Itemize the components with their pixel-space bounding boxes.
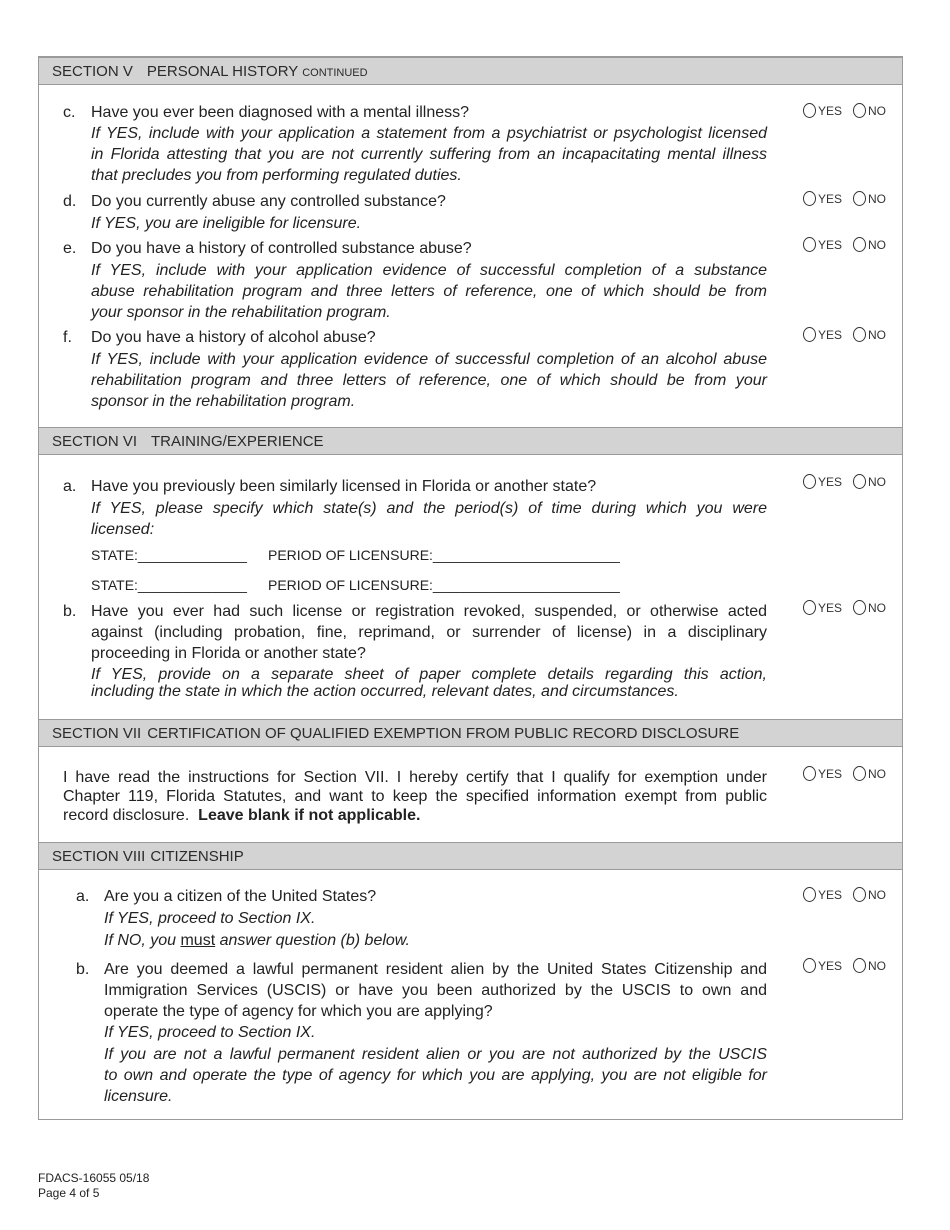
application-form-page	[38, 56, 903, 1120]
question-letter: f.	[63, 329, 72, 346]
question-e-note-1: If YES, include with your application evidence of successful completion of a substance	[91, 262, 767, 279]
no-radio[interactable]	[853, 191, 866, 206]
yes-radio[interactable]	[803, 191, 816, 206]
yes-radio[interactable]	[803, 103, 816, 118]
section-v-header	[39, 57, 902, 85]
no-radio[interactable]	[853, 887, 866, 902]
question-f-note-1: If YES, include with your application evidence of successful completion of an alcohol abuse	[91, 351, 767, 368]
question-6a-note-1: If YES, please specify which state(s) and the period(s) of time during which you were	[91, 500, 767, 517]
no-radio[interactable]	[853, 474, 866, 489]
state-field-1[interactable]: STATE:______________	[91, 547, 247, 563]
question-8b-options	[803, 957, 886, 975]
section-vii-options	[803, 765, 886, 783]
question-8b-note-4: licensure.	[104, 1088, 173, 1105]
yes-radio[interactable]	[803, 327, 816, 342]
question-6b-text-1: Have you ever had such license or registration revoked, suspended, or otherwise acted	[91, 603, 767, 620]
no-radio[interactable]	[853, 327, 866, 342]
question-c-note-3: that precludes you from performing regulated duties.	[91, 167, 462, 184]
no-label: NO	[868, 238, 887, 252]
section-vii-text-3-plain: record disclosure.	[63, 807, 190, 824]
section-v-label: SECTION V	[52, 63, 133, 80]
no-label: NO	[868, 192, 887, 206]
section-viii-label: SECTION VIII	[52, 848, 146, 865]
yes-label: YES	[818, 328, 843, 342]
question-letter: b.	[63, 603, 77, 620]
question-e-note-2: abuse rehabilitation program and three letters of reference, one of which should be from	[91, 283, 767, 300]
question-8b-text-3: operate the type of agency for which you are applying?	[104, 1003, 493, 1020]
question-8a-note-1: If YES, proceed to Section IX.	[104, 910, 316, 927]
question-6b-text-3: proceeding in Florida or another state?	[91, 645, 366, 662]
yes-label: YES	[818, 959, 843, 973]
yes-label: YES	[818, 767, 843, 781]
question-d-note-1: If YES, you are ineligible for licensure.	[91, 215, 362, 232]
no-label: NO	[868, 767, 887, 781]
section-vi-label: SECTION VI	[52, 433, 138, 450]
question-letter: e.	[63, 240, 77, 257]
no-radio[interactable]	[853, 237, 866, 252]
question-c-options	[803, 102, 886, 120]
no-label: NO	[868, 959, 887, 973]
footer-page-number: Page 4 of 5	[38, 1186, 100, 1200]
yes-radio[interactable]	[803, 766, 816, 781]
question-6b-note-1: If YES, provide on a separate sheet of paper complete details regarding this action,	[91, 666, 767, 683]
question-c-note-2: in Florida attesting that you are not currently suffering from an incapacitating mental illness	[91, 146, 767, 163]
question-c-text: Have you ever been diagnosed with a mental illness?	[91, 104, 470, 121]
yes-radio[interactable]	[803, 958, 816, 973]
no-radio[interactable]	[853, 958, 866, 973]
yes-radio[interactable]	[803, 474, 816, 489]
section-viii-title: CITIZENSHIP	[150, 848, 244, 865]
yes-label: YES	[818, 104, 843, 118]
question-letter: a.	[76, 888, 90, 905]
state-field-2[interactable]: STATE:______________	[91, 577, 247, 593]
question-6b-text-2: against (including probation, fine, reprimand, or surrender of license) in a disciplinary	[91, 624, 767, 641]
question-d-text: Do you currently abuse any controlled substance?	[91, 193, 446, 210]
section-viii-header	[39, 842, 902, 870]
section-vi-title: TRAINING/EXPERIENCE	[151, 433, 324, 450]
period-field-1[interactable]: PERIOD OF LICENSURE:________________________	[268, 547, 620, 563]
section-vii-title: CERTIFICATION OF QUALIFIED EXEMPTION FROM PUBLIC RECORD DISCLOSURE	[147, 725, 740, 742]
section-vii-label: SECTION VII	[52, 725, 142, 742]
yes-label: YES	[818, 238, 843, 252]
question-8a-options	[803, 886, 886, 904]
question-e-note-3: your sponsor in the rehabilitation program.	[91, 304, 391, 321]
question-8a-note-2-post: answer question (b) below.	[215, 932, 410, 949]
section-vi-header	[39, 427, 902, 455]
yes-label: YES	[818, 475, 843, 489]
section-vii-text-1: I have read the instructions for Section VII. I hereby certify that I qualify for exemption under	[63, 769, 767, 786]
question-e-text: Do you have a history of controlled substance abuse?	[91, 240, 472, 257]
no-label: NO	[868, 601, 887, 615]
question-e-options	[803, 236, 886, 254]
question-8a-note-2-must: must	[180, 932, 216, 949]
yes-label: YES	[818, 601, 843, 615]
question-8b-note-3: to own and operate the type of agency for which you are applying, you are not eligible for	[104, 1067, 767, 1084]
question-6a-text: Have you previously been similarly licensed in Florida or another state?	[91, 478, 597, 495]
no-radio[interactable]	[853, 766, 866, 781]
question-f-note-3: sponsor in the rehabilitation program.	[91, 393, 356, 410]
question-letter: c.	[63, 104, 76, 121]
section-vii-leave-blank: Leave blank if not applicable.	[198, 807, 421, 824]
question-letter: d.	[63, 193, 77, 210]
section-v-title: PERSONAL HISTORY	[146, 63, 299, 80]
section-vii-header	[39, 719, 902, 747]
question-8a-note-2	[104, 930, 410, 951]
yes-radio[interactable]	[803, 887, 816, 902]
question-c-note-1: If YES, include with your application a statement from a psychiatrist or psychologist licensed	[91, 125, 767, 142]
question-d-options	[803, 190, 886, 208]
question-letter: b.	[76, 961, 90, 978]
yes-label: YES	[818, 888, 843, 902]
yes-radio[interactable]	[803, 600, 816, 615]
question-8b-note-2: If you are not a lawful permanent resident alien or you are not authorized by the USCIS	[104, 1046, 767, 1063]
question-6a-note-2: licensed:	[91, 521, 155, 538]
no-label: NO	[868, 475, 887, 489]
yes-radio[interactable]	[803, 237, 816, 252]
yes-label: YES	[818, 192, 843, 206]
section-vii-text-3	[63, 805, 420, 826]
question-8b-text-1: Are you deemed a lawful permanent resident alien by the United States Citizenship and	[104, 961, 767, 978]
no-label: NO	[868, 888, 887, 902]
period-field-2[interactable]: PERIOD OF LICENSURE:________________________	[268, 577, 620, 593]
question-f-options	[803, 326, 886, 344]
section-v-suffix: CONTINUED	[302, 67, 368, 79]
no-label: NO	[868, 328, 887, 342]
question-f-note-2: rehabilitation program and three letters of reference, one of which should be from your	[91, 372, 767, 389]
no-label: NO	[868, 104, 887, 118]
question-8a-note-2-pre: If NO, you	[104, 932, 181, 949]
question-f-text: Do you have a history of alcohol abuse?	[91, 329, 376, 346]
question-8a-text: Are you a citizen of the United States?	[104, 888, 377, 905]
no-radio[interactable]	[853, 103, 866, 118]
question-6a-options	[803, 473, 886, 491]
question-8b-note-1: If YES, proceed to Section IX.	[104, 1024, 316, 1041]
question-6b-options	[803, 599, 886, 617]
footer-form-id: FDACS-16055 05/18	[38, 1171, 150, 1185]
question-letter: a.	[63, 478, 77, 495]
no-radio[interactable]	[853, 600, 866, 615]
question-6b-note-2: including the state in which the action occurred, relevant dates, and circumstances.	[91, 683, 679, 700]
section-vii-text-2: Chapter 119, Florida Statutes, and want to keep the specified information exempt from public	[63, 788, 767, 805]
question-8b-text-2: Immigration Services (USCIS) or have you been authorized by the USCIS to own and	[104, 982, 767, 999]
